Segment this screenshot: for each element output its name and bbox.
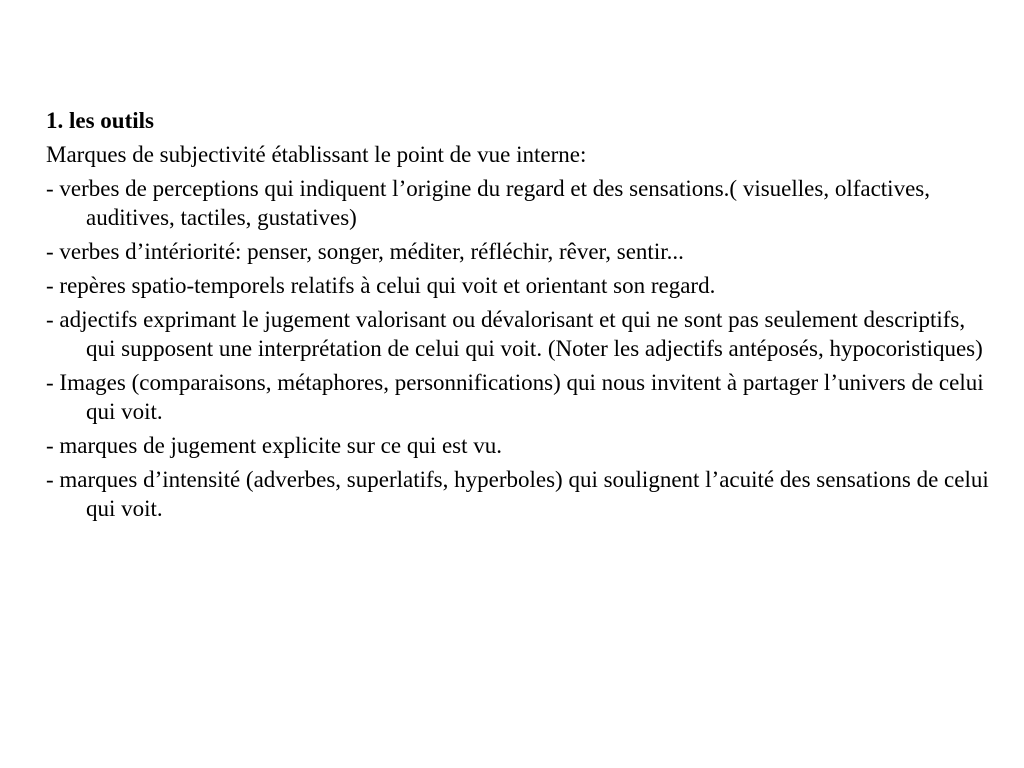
bullet-item-spatio-temporal: - repères spatio-temporels relatifs à celui qui voit et orientant son regard. bbox=[46, 273, 716, 298]
bullet-item-interiority-verbs: - verbes d’intériorité: penser, songer, méditer, réfléchir, rêver, sentir... bbox=[46, 239, 684, 264]
bullet-list bbox=[46, 174, 996, 523]
bullet-item-adjectives: - adjectifs exprimant le jugement valorisant ou dévalorisant et qui ne sont pas seulement descriptifs, qui supposent une interprétation de celui qui voit. (Noter les adjectifs antéposés, hypocoristiques) bbox=[46, 307, 983, 361]
slide-intro: Marques de subjectivité établissant le point de vue interne: bbox=[46, 142, 587, 167]
bullet-item-intensity: - marques d’intensité (adverbes, superlatifs, hyperboles) qui soulignent l’acuité des sensations de celui qui voit. bbox=[46, 467, 989, 521]
bullet-item-images: - Images (comparaisons, métaphores, personnifications) qui nous invitent à partager l’univers de celui qui voit. bbox=[46, 370, 984, 424]
slide-content bbox=[46, 106, 996, 528]
bullet-item-perception-verbs: - verbes de perceptions qui indiquent l’origine du regard et des sensations.( visuelles, olfactives, auditives, tactiles, gustatives) bbox=[46, 176, 930, 230]
slide-heading: 1. les outils bbox=[46, 108, 154, 133]
bullet-item-explicit-judgement: - marques de jugement explicite sur ce qui est vu. bbox=[46, 433, 503, 458]
